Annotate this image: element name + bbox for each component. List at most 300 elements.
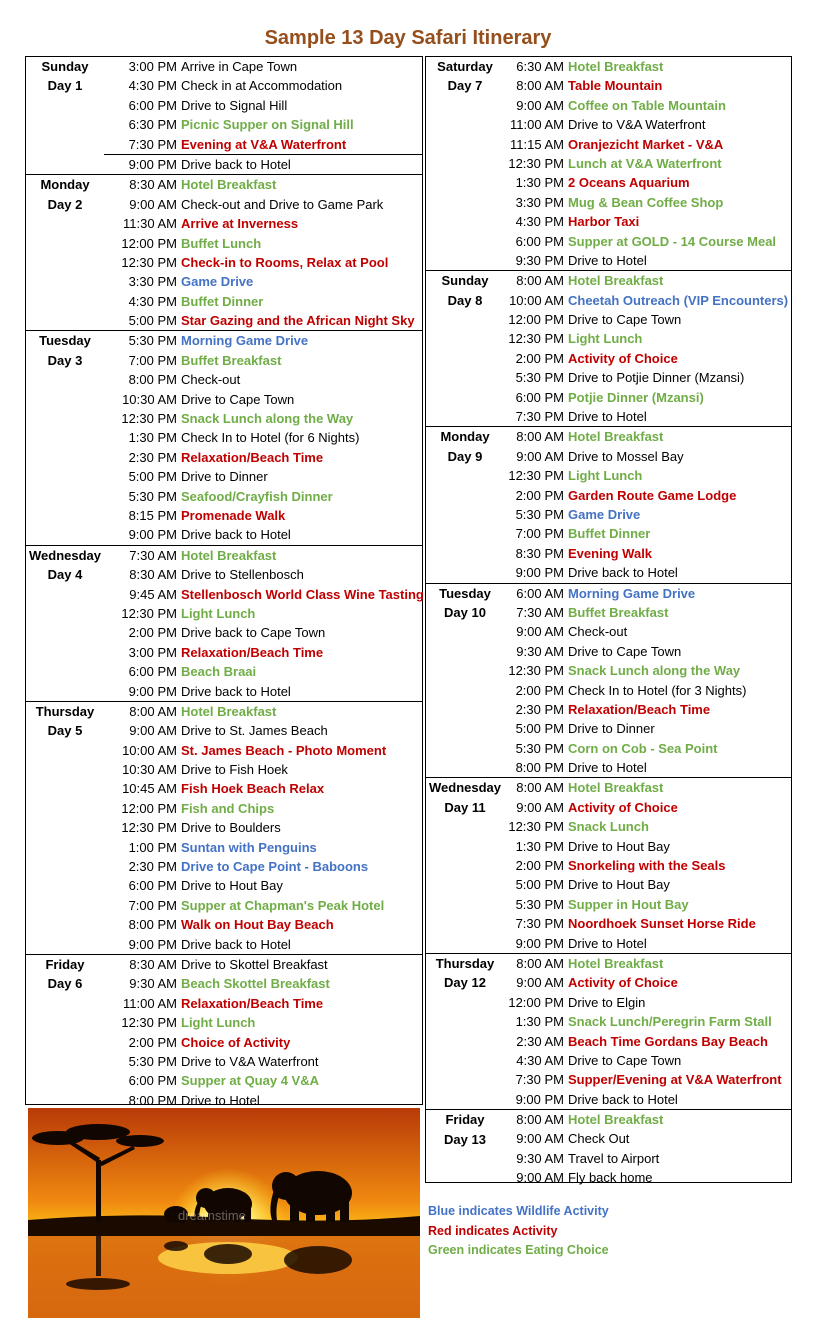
event-time: 1:30 PM [515,838,564,854]
event-text: Supper at Chapman's Peak Hotel [181,897,385,913]
event-time: 9:00 AM [516,624,564,640]
event-text: Drive to Cape Town [568,643,682,659]
event-time: 12:30 PM [121,820,177,836]
event-time: 12:30 PM [508,331,564,347]
event-time: 9:00 AM [516,1170,564,1186]
itinerary-row [26,409,422,428]
event-time: 5:30 PM [515,896,564,912]
weekday: Sunday [41,59,89,74]
day-number: Day 3 [47,352,83,368]
event-time: 3:00 PM [128,644,177,660]
itinerary-row [426,973,791,992]
itinerary-row [26,195,422,214]
event-text: Drive to Cape Town [568,1052,682,1068]
event-time: 5:00 PM [128,313,177,329]
itinerary-row [426,349,791,368]
event-time: 9:00 AM [516,975,564,991]
itinerary-row [26,799,422,818]
itinerary-row [26,994,422,1013]
itinerary-row [26,175,422,194]
event-time: 5:30 PM [515,740,564,756]
event-text: Hotel Breakfast [568,273,664,289]
event-time: 1:30 PM [515,175,564,191]
event-text: Light Lunch [181,605,256,621]
itinerary-row [426,603,791,622]
itinerary-row [26,682,422,701]
event-time: 7:30 PM [515,916,564,932]
itinerary-row [426,1168,791,1187]
event-time: 7:30 AM [129,547,177,563]
itinerary-row [426,407,791,426]
event-text: Coffee on Table Mountain [568,97,726,113]
itinerary-row [426,1070,791,1089]
event-time: 3:30 PM [128,274,177,290]
itinerary-row [26,955,422,974]
event-text: Drive to V&A Waterfront [181,1053,319,1069]
event-time: 10:00 AM [122,742,177,758]
event-text: Hotel Breakfast [568,59,664,74]
event-time: 12:30 PM [121,411,177,427]
event-text: Drive to Potjie Dinner (Mzansi) [568,370,745,386]
weekday: Sunday [441,273,489,289]
event-text: Drive to Hout Bay [568,877,670,893]
event-text: Check in at Accommodation [181,78,343,94]
itinerary-row [426,466,791,485]
event-time: 5:30 PM [515,506,564,522]
itinerary-row [26,311,422,330]
itinerary-row [426,1012,791,1031]
itinerary-row [426,778,791,797]
itinerary-row [26,253,422,272]
event-text: Drive to Mossel Bay [568,448,684,464]
event-time: 9:00 PM [515,935,564,951]
itinerary-row [426,388,791,407]
itinerary-row [426,368,791,387]
event-text: Drive to St. James Beach [181,723,328,739]
itinerary-row [426,1032,791,1051]
event-text: Buffet Breakfast [181,352,282,368]
event-time: 8:00 AM [516,78,564,94]
itinerary-row [426,544,791,563]
event-time: 5:30 PM [128,1053,177,1069]
event-text: Hotel Breakfast [568,780,664,796]
itinerary-row [426,447,791,466]
itinerary-row [426,661,791,680]
event-text: Drive back to Hotel [568,565,678,581]
page-title: Sample 13 Day Safari Itinerary [264,27,552,49]
itinerary-row [26,643,422,662]
itinerary-row [26,1013,422,1032]
itinerary-row [426,1129,791,1148]
itinerary-row [426,856,791,875]
itinerary-row [426,1090,791,1109]
event-text: Garden Route Game Lodge [568,487,737,503]
event-time: 6:00 PM [128,1073,177,1089]
event-time: 9:00 PM [515,1091,564,1107]
day-number: Day 12 [444,975,486,991]
itinerary-right-column [425,56,792,1186]
itinerary-row [426,584,791,603]
itinerary-row [426,135,791,154]
event-text: Noordhoek Sunset Horse Ride [568,916,756,932]
itinerary-row [26,506,422,525]
event-time: 5:30 PM [128,488,177,504]
event-time: 8:30 AM [129,567,177,583]
itinerary-row [426,212,791,231]
event-text: Relaxation/Beach Time [181,644,324,660]
event-time: 8:00 PM [128,917,177,933]
event-time: 6:00 PM [128,878,177,894]
itinerary-row [26,974,422,993]
event-text: Choice of Activity [181,1034,291,1050]
event-time: 2:00 PM [515,350,564,366]
event-text: Morning Game Drive [181,333,309,349]
itinerary-row [26,585,422,604]
itinerary-row [426,96,791,115]
event-text: Cheetah Outreach (VIP Encounters) [568,292,789,308]
event-text: Buffet Lunch [181,235,262,251]
event-time: 9:00 PM [515,565,564,581]
itinerary-row [26,721,422,740]
itinerary-row [426,329,791,348]
event-time: 8:30 AM [129,956,177,972]
event-time: 12:30 PM [508,468,564,484]
event-text: Check-out [568,624,628,640]
event-time: 8:00 AM [516,429,564,445]
event-text: Hotel Breakfast [568,955,664,971]
event-time: 5:30 PM [128,333,177,349]
event-text: Snack Lunch along the Way [181,411,354,427]
day-number: Day 13 [444,1131,486,1147]
event-text: Activity of Choice [568,799,678,815]
event-text: Drive to Skottel Breakfast [181,956,328,972]
itinerary-row [26,741,422,760]
event-text: Activity of Choice [568,975,678,991]
event-time: 12:30 PM [121,605,177,621]
event-time: 9:30 AM [516,1150,564,1166]
day-number: Day 10 [444,604,486,620]
itinerary-row [26,565,422,584]
event-text: Drive to V&A Waterfront [568,117,706,133]
itinerary-row [426,837,791,856]
event-time: 6:00 AM [516,585,564,601]
weekday: Wednesday [28,547,101,563]
itinerary-row [26,876,422,895]
event-text: Beach Braai [181,664,257,680]
event-time: 9:00 PM [128,156,177,172]
event-time: 8:00 AM [516,780,564,796]
event-text: Drive to Dinner [181,469,268,485]
event-time: 2:30 AM [516,1033,564,1049]
event-text: Light Lunch [568,331,643,347]
event-time: 11:00 AM [123,995,177,1011]
itinerary-row [426,993,791,1012]
legend-item-red: Red indicates Activity [428,1223,558,1238]
event-text: St. James Beach - Photo Moment [181,742,387,758]
event-time: 2:00 PM [515,487,564,503]
event-time: 6:00 PM [128,664,177,680]
safari-sunset-image [28,1108,420,1318]
event-text: Hotel Breakfast [181,177,277,193]
event-time: 8:00 AM [516,273,564,289]
event-time: 2:30 PM [515,701,564,717]
day-block [426,954,791,1110]
event-text: Drive back to Hotel [181,936,291,952]
event-time: 2:00 PM [128,1034,177,1050]
itinerary-row [426,954,791,973]
event-time: 8:00 PM [128,372,177,388]
event-time: 1:30 PM [515,1014,564,1030]
event-time: 4:30 PM [128,78,177,94]
event-time: 8:30 PM [515,545,564,561]
itinerary-row [26,896,422,915]
event-time: 12:00 PM [121,235,177,251]
event-time: 8:00 AM [516,955,564,971]
event-time: 7:30 PM [515,1072,564,1088]
event-text: Hotel Breakfast [181,547,277,563]
weekday: Monday [40,177,90,193]
itinerary-row [426,914,791,933]
day-block [426,778,791,954]
event-text: Check-in to Rooms, Relax at Pool [181,254,389,270]
event-time: 10:30 AM [122,762,177,778]
day-number: Day 9 [447,448,483,464]
event-text: Fly back home [568,1170,653,1186]
event-text: Fish and Chips [181,800,275,816]
event-time: 12:30 PM [121,254,177,270]
day-block [26,955,422,1110]
itinerary-row [26,331,422,350]
event-time: 2:00 PM [128,625,177,641]
day-number: Day 6 [47,976,83,992]
event-time: 5:00 PM [515,877,564,893]
event-text: Light Lunch [181,1015,256,1031]
event-text: Drive back to Hotel [181,683,291,699]
itinerary-row [426,427,791,446]
itinerary-row [26,935,422,954]
event-time: 5:00 PM [128,469,177,485]
event-text: Drive to Cape Town [568,312,682,328]
event-text: Morning Game Drive [568,585,696,601]
event-time: 12:00 PM [508,994,564,1010]
event-text: Check In to Hotel (for 6 Nights) [181,430,360,446]
event-text: Drive to Hotel [568,935,647,951]
itinerary-row [26,448,422,467]
event-text: Stellenbosch World Class Wine Tasting [181,586,424,602]
itinerary-row [426,875,791,894]
event-time: 8:00 AM [516,1112,564,1128]
itinerary-row [26,155,422,174]
day-block [26,331,422,545]
event-text: Light Lunch [568,468,643,484]
event-text: Picnic Supper on Signal Hill [181,117,354,133]
event-time: 7:30 PM [515,409,564,425]
event-text: Seafood/Crayfish Dinner [181,488,333,504]
event-text: Activity of Choice [568,350,678,366]
itinerary-row [26,214,422,233]
event-time: 4:30 PM [515,214,564,230]
event-text: Game Drive [568,506,641,522]
day-number: Day 11 [444,799,486,815]
event-text: Snack Lunch along the Way [568,663,741,679]
itinerary-row [104,135,422,155]
itinerary-row [26,1071,422,1090]
event-text: Mug & Bean Coffee Shop [568,194,724,210]
weekday: Monday [440,429,490,445]
color-legend [428,1202,609,1261]
day-number: Day 8 [447,292,483,308]
event-text: Drive to Hotel [181,1092,260,1108]
event-time: 2:00 PM [515,858,564,874]
event-text: Harbor Taxi [568,214,640,230]
itinerary-row [26,390,422,409]
event-time: 8:00 PM [515,760,564,776]
weekday: Saturday [437,59,493,74]
event-time: 1:00 PM [128,839,177,855]
event-time: 2:30 PM [128,449,177,465]
event-text: Potjie Dinner (Mzansi) [568,389,704,405]
event-time: 7:00 PM [128,352,177,368]
itinerary-row [426,524,791,543]
itinerary-row [26,623,422,642]
event-text: Beach Time Gordans Bay Beach [568,1033,768,1049]
itinerary-row [426,817,791,836]
event-time: 9:00 AM [129,723,177,739]
weekday: Wednesday [428,780,501,796]
itinerary-row [426,700,791,719]
event-time: 9:00 PM [128,527,177,543]
weekday: Thursday [435,955,495,971]
event-time: 12:30 PM [121,1015,177,1031]
event-text: 2 Oceans Aquarium [568,175,690,191]
itinerary-row [26,370,422,389]
event-text: Check Out [568,1131,630,1147]
event-text: Arrive in Cape Town [181,59,298,74]
event-time: 7:00 PM [128,897,177,913]
event-time: 11:15 AM [510,136,564,152]
event-time: 9:00 AM [516,799,564,815]
event-time: 12:30 PM [508,663,564,679]
itinerary-row [426,505,791,524]
itinerary-row [426,115,791,134]
itinerary-row [426,934,791,953]
event-text: Hotel Breakfast [181,703,277,719]
event-text: Star Gazing and the African Night Sky [181,313,415,329]
itinerary-row [426,739,791,758]
itinerary-row [426,563,791,582]
day-number: Day 7 [447,78,483,94]
itinerary-row [426,1051,791,1070]
day-block [26,702,422,955]
event-text: Relaxation/Beach Time [181,449,324,465]
event-time: 12:30 PM [508,155,564,171]
event-time: 12:00 PM [121,800,177,816]
itinerary-row [26,546,422,565]
itinerary-row [26,604,422,623]
legend-item-blue: Blue indicates Wildlife Activity [428,1204,609,1218]
itinerary-row [26,702,422,721]
event-time: 5:00 PM [515,721,564,737]
itinerary-row [26,487,422,506]
event-time: 11:30 AM [123,216,177,232]
itinerary-row [426,681,791,700]
itinerary-row [26,838,422,857]
itinerary-row [426,719,791,738]
event-text: Suntan with Penguins [181,839,317,855]
event-time: 9:00 AM [516,97,564,113]
itinerary-row [426,232,791,251]
event-text: Drive back to Hotel [181,156,291,172]
itinerary-row [426,642,791,661]
legend-item-green: Green indicates Eating Choice [428,1243,609,1257]
itinerary-row [426,1149,791,1168]
day-block [26,175,422,331]
itinerary-row [426,76,791,95]
event-text: Buffet Dinner [568,526,651,542]
weekday: Tuesday [39,333,91,349]
event-text: Drive to Hotel [568,252,647,268]
event-time: 7:00 PM [515,526,564,542]
event-text: Evening Walk [568,545,653,561]
weekday: Friday [445,1112,485,1128]
event-text: Drive to Dinner [568,721,655,737]
event-time: 9:30 PM [515,252,564,268]
event-text: Evening at V&A Waterfront [181,136,347,152]
event-text: Relaxation/Beach Time [181,995,324,1011]
itinerary-row [426,154,791,173]
itinerary-row [426,622,791,641]
itinerary-row [26,115,422,134]
itinerary-row [426,173,791,192]
itinerary-row [26,351,422,370]
event-time: 5:30 PM [515,370,564,386]
event-time: 10:30 AM [122,391,177,407]
event-time: 4:30 AM [516,1052,564,1068]
event-time: 11:00 AM [510,117,564,133]
itinerary-row [26,292,422,311]
event-time: 9:00 AM [129,196,177,212]
itinerary-row [26,76,422,95]
event-text: Drive to Boulders [181,820,281,836]
event-text: Fish Hoek Beach Relax [181,781,325,797]
event-text: Check In to Hotel (for 3 Nights) [568,682,747,698]
event-text: Drive back to Cape Town [181,625,326,641]
day-number: Day 4 [47,567,83,583]
event-text: Drive back to Hotel [181,527,291,543]
event-text: Supper at GOLD - 14 Course Meal [568,233,777,249]
itinerary-left-column [25,56,424,1108]
day-number: Day 5 [47,723,83,739]
event-time: 6:00 PM [515,233,564,249]
event-text: Drive to Fish Hoek [181,762,288,778]
event-time: 9:00 AM [516,448,564,464]
itinerary-row [426,271,791,290]
event-time: 12:00 PM [508,312,564,328]
event-time: 7:30 AM [516,604,564,620]
event-text: Arrive at Inverness [181,216,299,232]
day-block [426,271,791,427]
itinerary-row [426,895,791,914]
watermark-text: dreamstime [178,1208,246,1223]
day-block [426,57,791,271]
itinerary-row [426,193,791,212]
event-text: Drive to Hout Bay [181,878,283,894]
event-text: Hotel Breakfast [568,1112,664,1128]
itinerary-row [426,310,791,329]
day-block [426,584,791,779]
weekday: Tuesday [439,585,491,601]
itinerary-row [26,857,422,876]
